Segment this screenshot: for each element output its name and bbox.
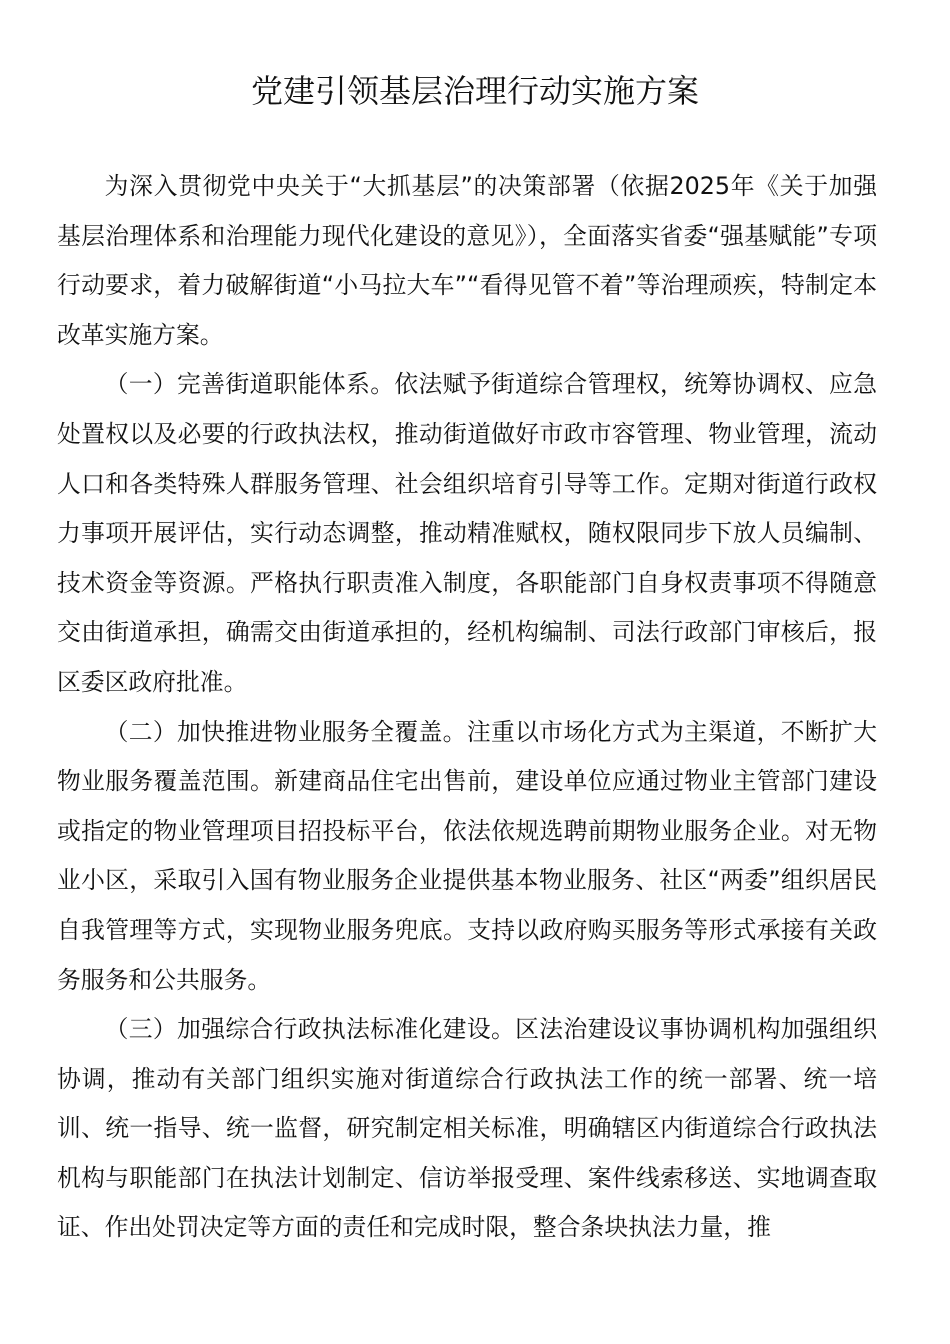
section-2-paragraph: （二）加快推进物业服务全覆盖。注重以市场化方式为主渠道，不断扩大物业服务覆盖范围。新建商品住宅出售前，建设单位应通过物业主管部门建设或指定的物业管理项目招投标平台，依法依规选聘前期物业服务企业。对无物业小区，采取引入国有物业服务企业提供基本物业服务、社区“两委”组织居民自我管理等方式，实现物业服务兜底。支持以政府购买服务等形式承接有关政务服务和公共服务。 <box>57 717 877 994</box>
document-title: 党建引领基层治理行动实施方案 <box>250 72 699 110</box>
section-1-paragraph: （一）完善街道职能体系。依法赋予街道综合管理权，统筹协调权、应急处置权以及必要的行政执法权，推动街道做好市政市容管理、物业管理，流动人口和各类特殊人群服务管理、社会组织培育引导等工作。定期对街道行政权力事项开展评估，实行动态调整，推动精准赋权，随权限同步下放人员编制、技术资金等资源。严格执行职责准入制度，各职能部门自身权责事项不得随意交由街道承担，确需交由街道承担的，经机构编制、司法行政部门审核后，报区委区政府批准。 <box>57 370 877 696</box>
section-3-paragraph: （三）加强综合行政执法标准化建设。区法治建设议事协调机构加强组织协调，推动有关部门组织实施对街道综合行政执法工作的统一部署、统一培训、统一指导、统一监督，研究制定相关标准，明确辖区内街道综合行政执法机构与职能部门在执法计划制定、信访举报受理、案件线索移送、实地调查取证、作出处罚决定等方面的责任和完成时限，整合条块执法力量，推 <box>57 1015 877 1242</box>
document-body <box>57 162 877 1253</box>
intro-paragraph: 为深入贯彻党中央关于“大抓基层”的决策部署（依据2025年《关于加强基层治理体系和治理能力现代化建设的意见》），全面落实省委“强基赋能”专项行动要求，着力破解街道“小马拉大车”“看得见管不着”等治理顽疾，特制定本改革实施方案。 <box>57 172 877 349</box>
